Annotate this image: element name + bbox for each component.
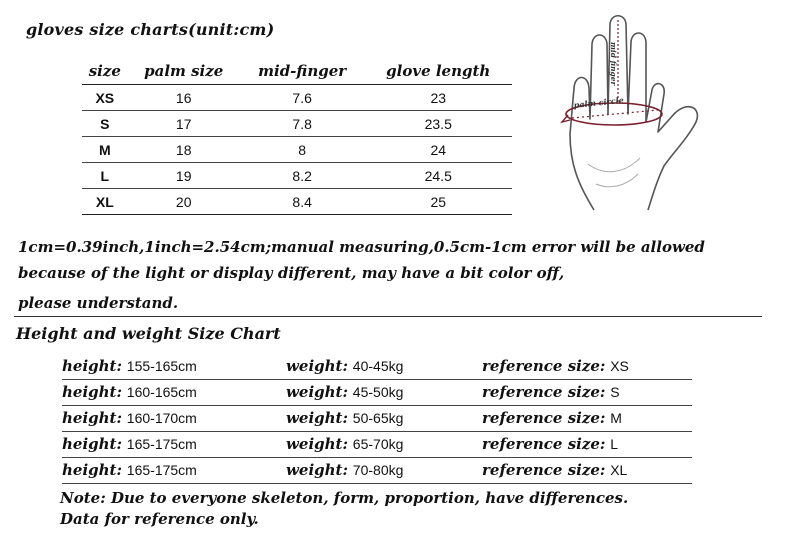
reference-size-value: M: [610, 410, 622, 426]
size-cell: XS: [82, 85, 128, 111]
glove-length-cell: 24: [364, 137, 512, 163]
reference-size-label: reference size:: [482, 357, 606, 375]
glove-length-cell: 25: [364, 189, 512, 215]
height-value: 155-165cm: [126, 358, 197, 374]
mid-finger-cell: 8.2: [240, 163, 365, 189]
reference-size-label: reference size:: [482, 461, 606, 479]
glove-length-cell: 23: [364, 85, 512, 111]
weight-label: weight:: [286, 357, 349, 375]
palm-circle-label: palm circle: [573, 94, 625, 110]
reference-size-value: S: [610, 384, 620, 400]
header-mid-finger: mid-finger: [240, 58, 365, 85]
header-glove-length: glove length: [364, 58, 512, 85]
reference-size-label: reference size:: [482, 409, 606, 427]
table-row: [82, 111, 512, 137]
weight-value: 65-70kg: [352, 436, 404, 452]
weight-label: weight:: [286, 435, 349, 453]
mid-finger-cell: 8: [240, 137, 365, 163]
hw-row: [62, 354, 692, 380]
weight-value: 50-65kg: [352, 410, 404, 426]
size-cell: XL: [82, 189, 128, 215]
table-header-row: [82, 58, 512, 85]
section-divider: [14, 316, 762, 317]
table-row: [82, 137, 512, 163]
hand-measurement-diagram: [548, 14, 718, 214]
measurement-note-line-2: because of the light or display different, may have a bit color off,: [18, 264, 565, 282]
height-value: 160-165cm: [126, 384, 197, 400]
header-size: size: [82, 58, 128, 85]
measurement-note-line-3: please understand.: [18, 294, 179, 312]
mid-finger-cell: 7.6: [240, 85, 365, 111]
height-value: 165-175cm: [126, 462, 197, 478]
palm-size-cell: 18: [128, 137, 240, 163]
palm-size-cell: 16: [128, 85, 240, 111]
hw-row: [62, 406, 692, 432]
table-row: [82, 85, 512, 111]
header-palm-size: palm size: [128, 58, 240, 85]
height-weight-chart-title: Height and weight Size Chart: [16, 324, 281, 343]
reference-note-line-2: Data for reference only.: [60, 510, 259, 528]
hw-row: [62, 432, 692, 458]
reference-size-value: L: [610, 436, 619, 452]
hand-outline: [570, 16, 697, 210]
reference-note-line-1: Note: Due to everyone skeleton, form, proportion, have differences.: [60, 489, 629, 507]
weight-value: 45-50kg: [352, 384, 404, 400]
palm-size-cell: 20: [128, 189, 240, 215]
palm-size-cell: 17: [128, 111, 240, 137]
height-label: height:: [62, 383, 123, 401]
mid-finger-cell: 7.8: [240, 111, 365, 137]
size-cell: L: [82, 163, 128, 189]
glove-length-cell: 23.5: [364, 111, 512, 137]
table-row: [82, 163, 512, 189]
reference-size-label: reference size:: [482, 435, 606, 453]
glove-length-cell: 24.5: [364, 163, 512, 189]
measurement-note-line-1: 1cm=0.39inch,1inch=2.54cm;manual measuring,0.5cm-1cm error will be allowed: [18, 238, 705, 256]
reference-size-label: reference size:: [482, 383, 606, 401]
gloves-size-chart-title: gloves size charts(unit:cm): [26, 20, 275, 39]
hw-row: [62, 458, 692, 484]
palm-size-cell: 19: [128, 163, 240, 189]
weight-value: 40-45kg: [352, 358, 404, 374]
reference-size-value: XS: [610, 358, 629, 374]
height-label: height:: [62, 409, 123, 427]
weight-label: weight:: [286, 409, 349, 427]
table-row: [82, 189, 512, 215]
mid-finger-label: mid finger: [609, 42, 618, 86]
height-label: height:: [62, 435, 123, 453]
weight-label: weight:: [286, 383, 349, 401]
mid-finger-cell: 8.4: [240, 189, 365, 215]
height-label: height:: [62, 461, 123, 479]
height-label: height:: [62, 357, 123, 375]
size-cell: S: [82, 111, 128, 137]
size-cell: M: [82, 137, 128, 163]
reference-size-value: XL: [610, 462, 628, 478]
gloves-size-table: [82, 58, 512, 215]
height-value: 165-175cm: [126, 436, 197, 452]
weight-value: 70-80kg: [352, 462, 404, 478]
weight-label: weight:: [286, 461, 349, 479]
height-value: 160-170cm: [126, 410, 197, 426]
reference-note: [60, 488, 780, 530]
hw-row: [62, 380, 692, 406]
